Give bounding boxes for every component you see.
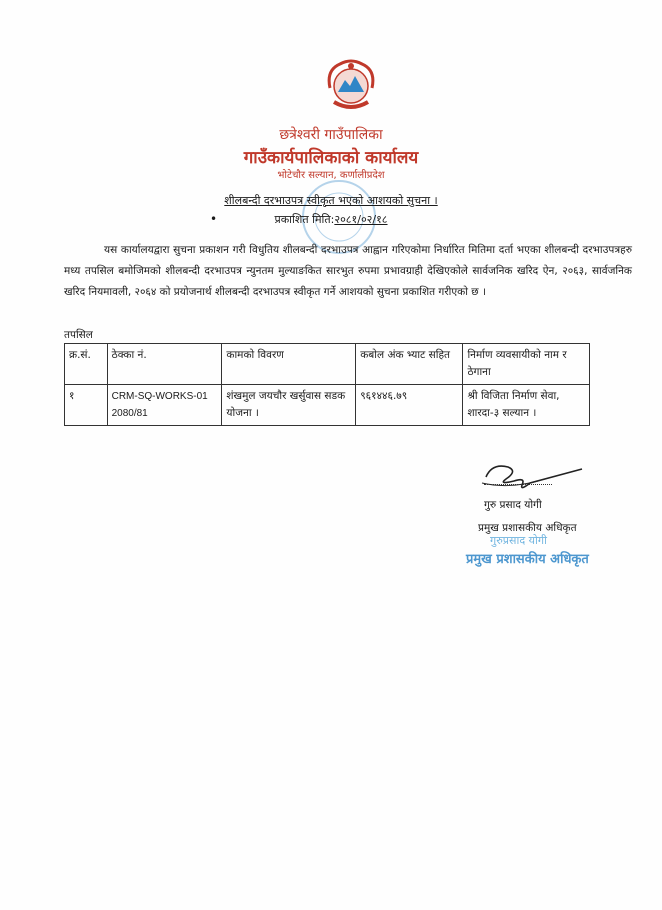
stamp-title: प्रमुख प्रशासकीय अधिकृत [466, 552, 589, 567]
signer-title: प्रमुख प्रशासकीय अधिकृत [478, 522, 577, 534]
published-label: प्रकाशित मिति: [274, 213, 335, 226]
table-caption: तपसिल [64, 329, 93, 341]
municipality-name: छत्रेश्वरी गाउँपालिका [279, 127, 383, 143]
cell-contract-no [107, 385, 222, 426]
bullet-dot: • [210, 212, 218, 226]
header-contract-no: ठेक्का नं. [107, 344, 222, 385]
contract-no-line2: 2080/81 [111, 408, 148, 419]
office-address: भोटेचौर सल्यान, कर्णालीप्रदेश [277, 170, 385, 181]
header-contractor: निर्माण व्यवसायीको नाम र ठेगाना [463, 344, 590, 385]
stamp-name: गुरुप्रसाद योगी [490, 534, 547, 547]
table-row [65, 385, 590, 426]
cell-amount: ९६१४४६.७९ [356, 385, 463, 426]
header-amount: कबोल अंक भ्याट सहित [356, 344, 463, 385]
published-date: २०८१/०२/१८ [334, 213, 388, 226]
header-work: कामको विवरण [222, 344, 356, 385]
contract-table [64, 343, 590, 426]
notice-subject: शीलबन्दी दरभाउपत्र स्वीकृत भएको आशयको सुचना । [224, 194, 438, 207]
header-sn: क्र.सं. [65, 344, 108, 385]
table-header-row [65, 344, 590, 385]
cell-sn: १ [65, 385, 108, 426]
cell-work: शंखमुल जयचौर खर्सुवास सडक योजना । [222, 385, 356, 426]
published-date-line [0, 212, 662, 227]
signature-line [484, 484, 552, 485]
office-name: गाउँकार्यपालिकाको कार्यालय [243, 148, 419, 168]
contract-no-line1: CRM-SQ-WORKS-01 [111, 391, 208, 402]
signer-name: गुरु प्रसाद योगी [484, 499, 542, 511]
nepal-government-emblem-icon [320, 58, 382, 114]
notice-body: यस कार्यालयद्वारा सुचना प्रकाशन गरी विधुतिय शीलबन्दी दरभाउपत्र आह्वान गरिएकोमा निर्धारित मितिमा दर्ता भएका शीलबन्दी दरभाउपत्रहरु मध्य तपसिल बमोजिमको शीलबन्दी दरभाउपत्र न्युनतम मुल्याङकित सारभुत रुपमा प्रभावग्राही देखिएकोले सार्वजनिक खरिद ऐन, २०६३, सार्वजनिक खरिद नियमावली, २०६४ को प्रयोजनार्थ शीलबन्दी दरभाउपत्र स्वीकृत गर्ने आशयको सुचना प्रकाशित गरीएको छ । [64, 244, 632, 298]
cell-contractor: श्री विजिता निर्माण सेवा, शारदा-३ सल्यान । [463, 385, 590, 426]
signature-icon [478, 455, 588, 495]
